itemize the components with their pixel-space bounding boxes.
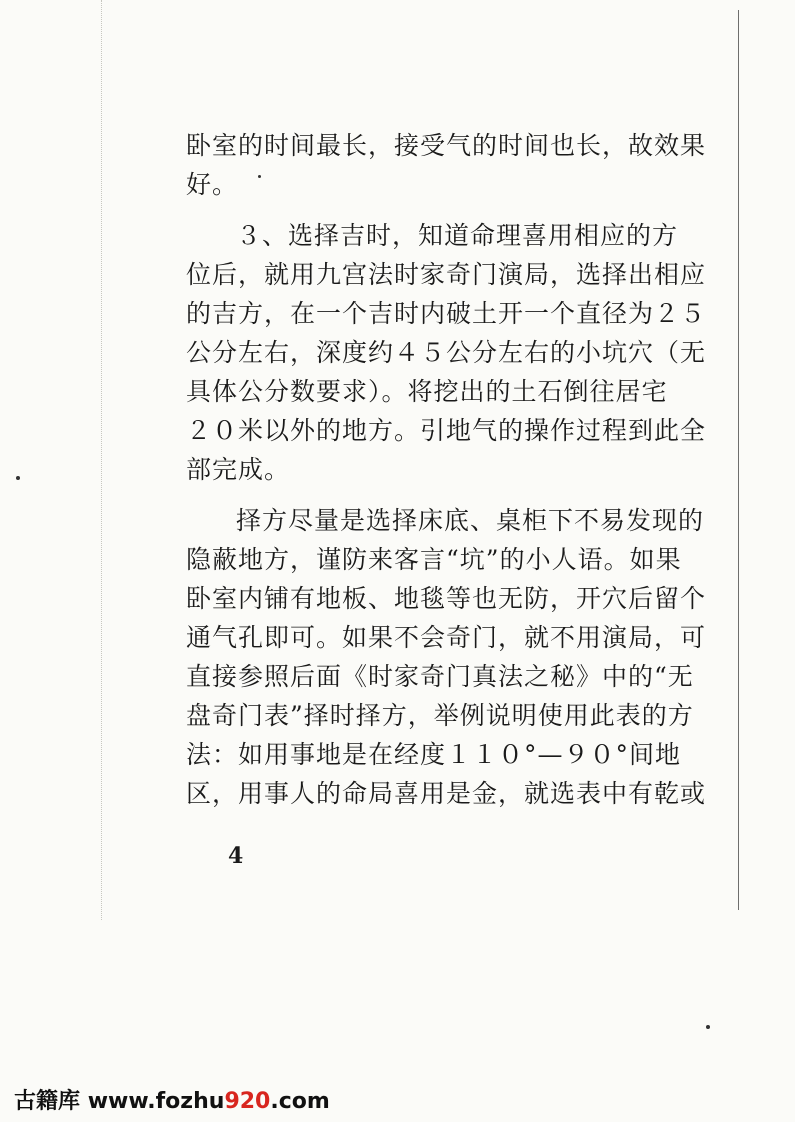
text-line: 好。	[186, 170, 239, 199]
text-line: 直接参照后面《时家奇门真法之秘》中的“无	[186, 662, 694, 691]
paragraph-1	[186, 126, 707, 204]
text-line: 择方尽量是选择床底、桌柜下不易发现的	[236, 506, 705, 535]
text-line: 的吉方，在一个吉时内破土开一个直径为２５	[186, 299, 707, 328]
site-url-number: 920	[224, 1089, 271, 1114]
scan-speck	[706, 1025, 710, 1029]
text-line: 区，用事人的命局喜用是金，就选表中有乾或	[186, 779, 707, 808]
text-line: 卧室内铺有地板、地毯等也无防，开穴后留个	[186, 584, 707, 613]
text-line: 部完成。	[186, 455, 291, 484]
scan-margin-line-left	[101, 0, 102, 920]
scan-speck	[16, 476, 20, 480]
scan-margin-line-right	[738, 10, 739, 910]
paragraph-2	[186, 216, 707, 489]
text-line: 卧室的时间最长，接受气的时间也长，故效果	[186, 131, 707, 160]
watermark-footer	[14, 1084, 330, 1114]
text-line: 位后，就用九宫法时家奇门演局，选择出相应	[186, 260, 707, 289]
scan-speck	[258, 175, 261, 178]
text-line: 通气孔即可。如果不会奇门，就不用演局，可	[186, 623, 707, 652]
page-body-text	[186, 126, 707, 813]
text-line: 具体公分数要求）。将挖出的土石倒往居宅	[186, 377, 668, 406]
page-number: 4	[228, 843, 244, 869]
text-line: 公分左右，深度约４５公分左右的小坑穴（无	[186, 338, 707, 367]
site-name: 古籍库	[14, 1089, 81, 1114]
site-url[interactable]: www.fozhu920.com	[87, 1089, 330, 1114]
text-line: 隐蔽地方，谨防来客言“坑”的小人语。如果	[186, 545, 682, 574]
text-line: ３、选择吉时，知道命理喜用相应的方	[236, 221, 679, 250]
paragraph-3	[186, 501, 707, 813]
text-line: 法：如用事地是在经度１１０°—９０°间地	[186, 740, 682, 769]
text-line: 盘奇门表”择时择方，举例说明使用此表的方	[186, 701, 694, 730]
text-line: ２０米以外的地方。引地气的操作过程到此全	[186, 416, 707, 445]
